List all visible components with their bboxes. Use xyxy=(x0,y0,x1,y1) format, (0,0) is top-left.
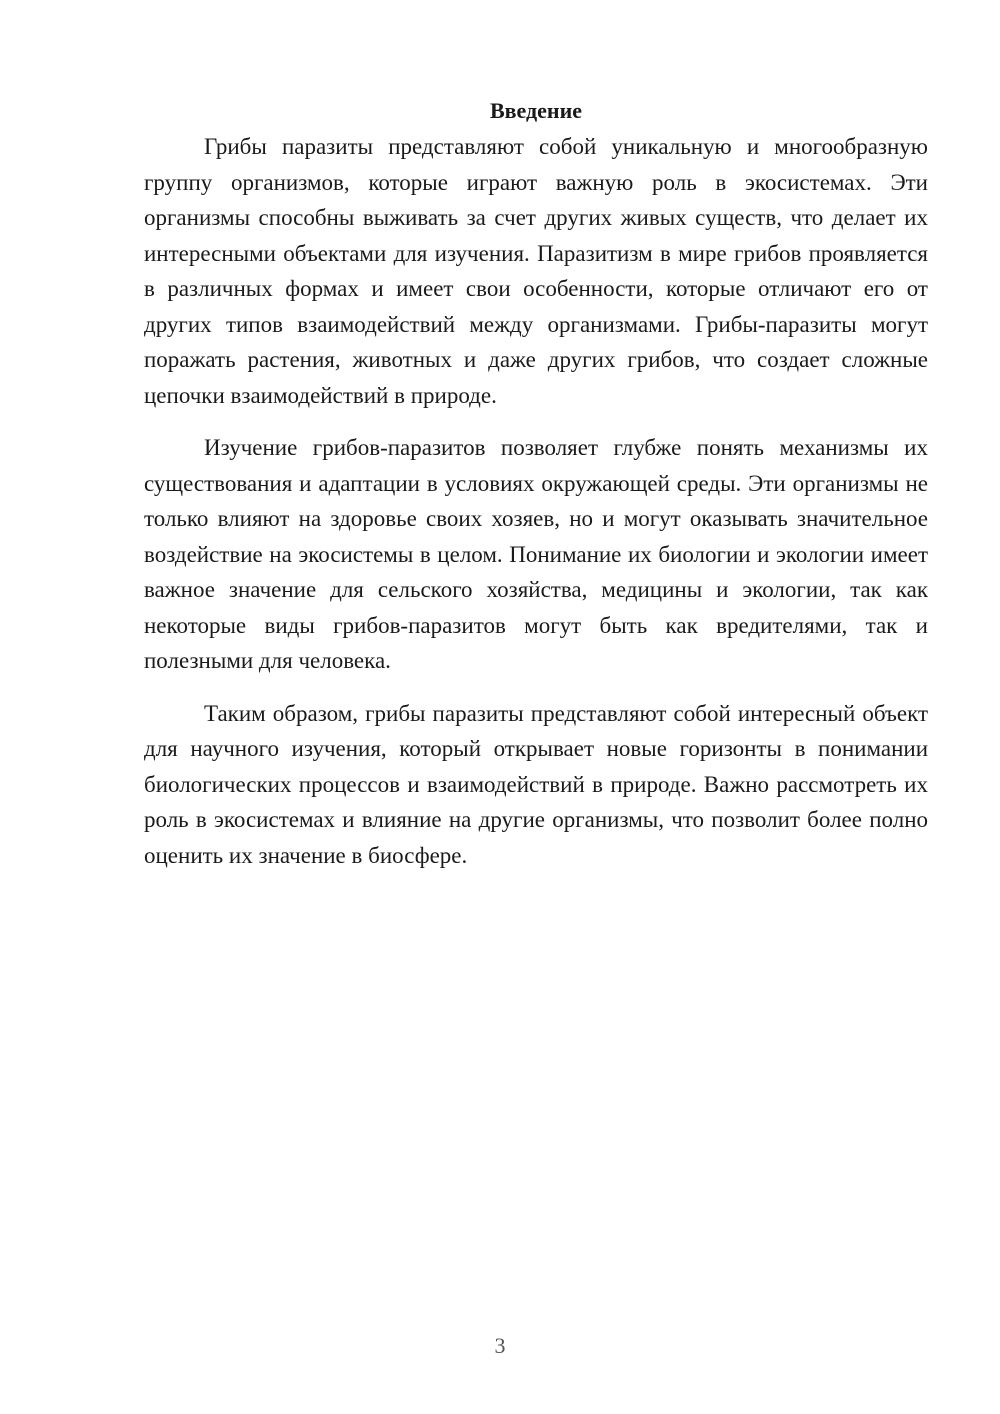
page-number: 3 xyxy=(494,1333,506,1358)
paragraph-study: Изучение грибов-паразитов позволяет глубже понять механизмы их существования и адаптации в условиях окружающей среды. Эти организмы не только влияют на здоровье своих хозяев, но и могут оказывать значительное воздействие на экосистемы в целом. Понимание их биологии и экологии имеет важное значение для сельского хозяйства, медицины и экологии, так как некоторые виды грибов-паразитов могут быть как вредителями, так и полезными для человека. xyxy=(144,435,928,673)
paragraph-intro: Грибы паразиты представляют собой уникальную и многообразную группу организмов, которые играют важную роль в экосистемах. Эти организмы способны выживать за счет других живых существ, что делает их интересными объектами для изучения. Паразитизм в мире грибов проявляется в различных формах и имеет свои особенности, которые отличают его от других типов взаимодействий между организмами. Грибы-паразиты могут поражать растения, животных и даже других грибов, что создает сложные цепочки взаимодействий в природе. xyxy=(144,134,928,408)
paragraph-conclusion: Таким образом, грибы паразиты представляют собой интересный объект для научного изучения, который открывает новые горизонты в понимании биологических процессов и взаимодействий в природе. Важно рассмотреть их роль в экосистемах и влияние на другие организмы, что позволит более полно оценить их значение в биосфере. xyxy=(144,700,928,868)
page-content xyxy=(144,94,928,890)
section-heading: Введение xyxy=(489,98,583,123)
